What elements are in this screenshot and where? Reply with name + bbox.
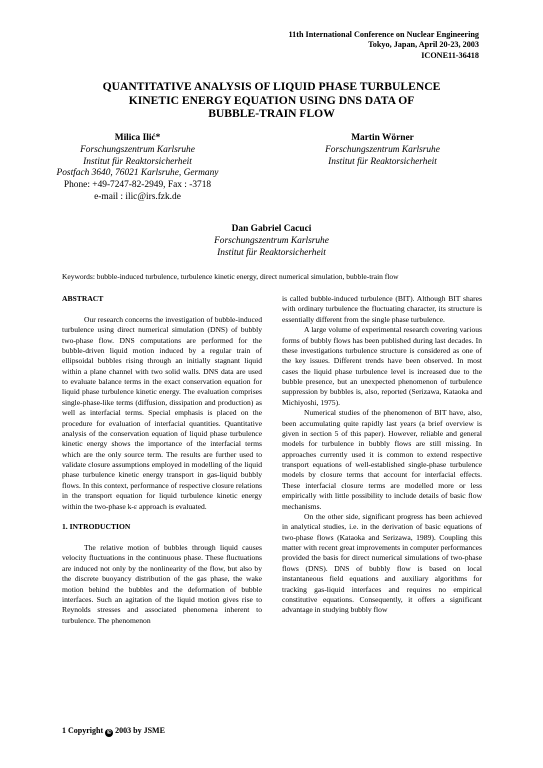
page-footer (62, 726, 165, 737)
intro-paragraph-3: Numerical studies of the phenomenon of BIT have, also, been accumulating quite rapidly last years (a brief overview is given in section 5 of this paper). However, reliable and general models for turbulence in bubbly flows are still missing. In approaches currently used it is common to extend respective transport equations of well-established single-phase turbulence models by closure terms that account for interfacial effects. These interfacial closure terms are modelled more or less empirically with little possibility to include details of basic flow mechanisms. (282, 408, 482, 511)
author-name: Dan Gabriel Cacuci (231, 224, 312, 234)
author-block-2 (300, 133, 465, 168)
paper-title (60, 80, 483, 121)
keywords: Keywords: bubble-induced turbulence, turbulence kinetic energy, direct numerical simulation, bubble-train flow (62, 272, 399, 281)
copyright-label: Copyright (68, 726, 104, 735)
conference-header (179, 30, 479, 61)
author-name: Martin Wörner (351, 133, 414, 143)
author-block-3 (150, 224, 393, 259)
author-email[interactable]: e-mail : ilic@irs.fzk.de (94, 191, 181, 202)
left-column (62, 294, 262, 626)
author-affiliation: Forschungszentrum Karlsruhe (214, 235, 329, 246)
intro-paragraph-1: The relative motion of bubbles through liquid causes velocity fluctuations in the continuous phase. These fluctuations are induced not only by the nonlinearity of the flow, but also by the discrete buoyancy distribution of the gas phase, the wake motion behind the bubbles and the deformation of bubble interfaces. Such an agitation of the liquid motion gives rise to Reynolds stresses and associated phenomena inherent to turbulence. The phenomenon (62, 543, 262, 625)
paper-id: ICONE11-36418 (421, 50, 479, 60)
right-column (282, 294, 482, 616)
author-phone: Phone: +49-7247-82-2949, Fax : -3718 (63, 180, 212, 191)
conference-location-date: Tokyo, Japan, April 20-23, 2003 (368, 40, 479, 50)
intro-paragraph-4: On the other side, significant progress has been achieved in analytical studies, i.e. in the derivation of basic equations of two-phase flows (Kataoka and Serizawa, 1989). Coupling this matter with recent great improvements in computer performances provided the basis for direct numerical simulations of two-phase flows (DNS). DNS of bubbly flow is based on local instantaneous field equations and auxiliary algorithms for tracking gas-liquid interfaces and requires no empirical constitutive equations. Consequently, it offers a significant advantage in studying bubbly flow (282, 511, 482, 615)
copyright-holder: 2003 by JSME (115, 726, 165, 735)
conference-name: 11th International Conference on Nuclear Engineering (288, 30, 479, 39)
title-line-1: QUANTITATIVE ANALYSIS OF LIQUID PHASE TURBULENCE (102, 80, 441, 93)
author-institute: Institut für Reaktorsicherheit (328, 156, 437, 167)
author-block-1 (30, 133, 245, 204)
intro-paragraph-1-continued: is called bubble-induced turbulence (BIT). Although BIT shares with ordinary turbulence the fluctuating character, its structure is essentially different from the single phase turbulence. (282, 294, 482, 324)
introduction-heading: 1. INTRODUCTION (62, 522, 131, 532)
intro-paragraph-2: A large volume of experimental research covering various forms of bubbly flows has been published during last decades. In these investigations turbulence structure is considered as one of the key issues. Different trends have been observed. In most cases the liquid phase turbulence level is increased due to the bubble presence, but an unexpected phenomenon of turbulence suppression by bubbles is, also, reported (Serizawa, Kataoka and Michiyoshi, 1975). (282, 325, 482, 407)
abstract-text: Our research concerns the investigation of bubble-induced turbulence using direct numerical simulation (DNS) of bubbly two-phase flow. DNS computations are performed for the bubble-driven liquid motion induced by a regular train of ellipsoidal bubbles rising through an initially stagnant liquid within a plane channel with two solid walls. DNS data are used to evaluate balance terms in the exact conservation equation for liquid phase turbulence kinetic energy. The evaluation comprises single-phase-like terms (diffusion, dissipation and production) as well as interfacial terms. Special emphasis is placed on the procedure for evaluation of interfacial quantities. Quantitative analysis of the conservation equation of liquid phase turbulence kinetic energy shows the importance of the interfacial terms which are the only source term. The results are further used to validate closure assumptions employed in modelling of the liquid phase turbulence kinetic energy transport in gas-liquid bubbly flows. In this context, performance of respective closure relations in the transport equation for liquid turbulence kinetic energy within the two-phase k-ε approach is evaluated. (62, 314, 262, 511)
author-address: Postfach 3640, 76021 Karlsruhe, Germany (56, 168, 219, 179)
author-institute: Institut für Reaktorsicherheit (83, 156, 192, 167)
title-line-2: KINETIC ENERGY EQUATION USING DNS DATA OF (128, 93, 415, 107)
title-line-3: BUBBLE-TRAIN FLOW (208, 107, 335, 121)
author-affiliation: Forschungszentrum Karlsruhe (80, 144, 195, 155)
author-institute: Institut für Reaktorsicherheit (217, 247, 326, 258)
page-number: 1 (62, 726, 66, 735)
copyright-icon: © (106, 729, 113, 736)
abstract-heading: ABSTRACT (62, 294, 104, 303)
author-affiliation: Forschungszentrum Karlsruhe (325, 144, 440, 155)
author-name: Milica Ilić* (114, 133, 161, 143)
